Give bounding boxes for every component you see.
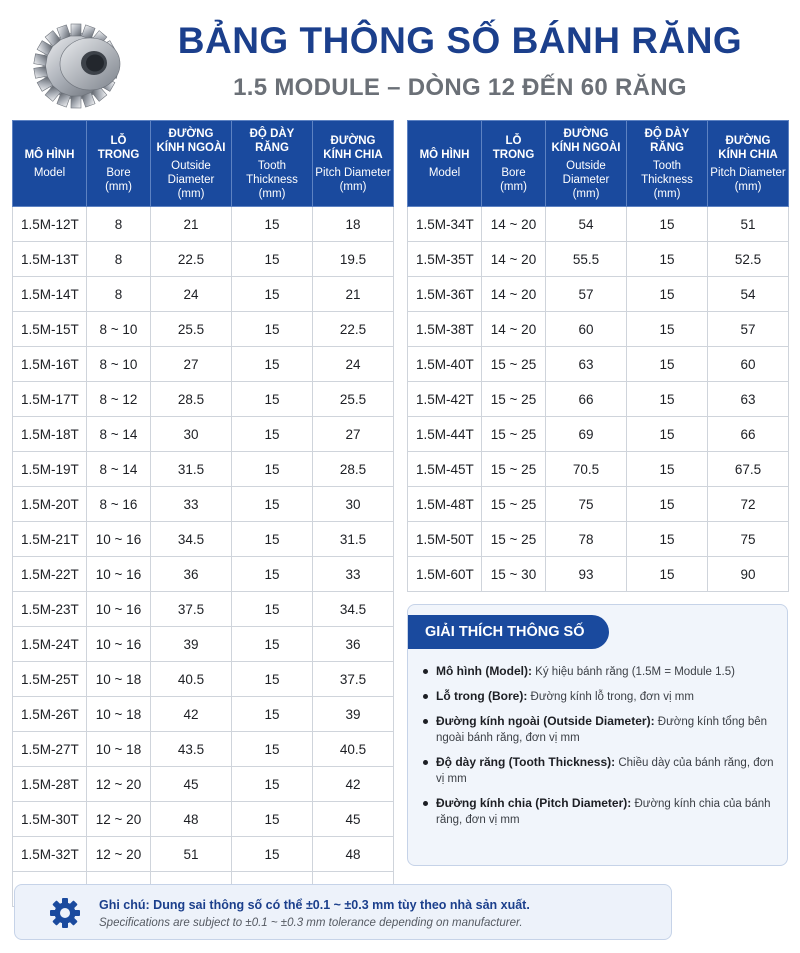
cell-model: 1.5M-32T bbox=[13, 837, 87, 872]
cell-bore: 14 ~ 20 bbox=[482, 312, 546, 347]
cell-bore: 15 ~ 25 bbox=[482, 522, 546, 557]
cell-pitch-diameter: 30 bbox=[313, 487, 394, 522]
cell-model: 1.5M-40T bbox=[408, 347, 482, 382]
cell-outside-diameter: 69 bbox=[546, 417, 627, 452]
cell-bore: 15 ~ 25 bbox=[482, 417, 546, 452]
cell-tooth-thickness: 15 bbox=[627, 487, 708, 522]
table-header-row bbox=[408, 121, 789, 207]
explanation-title: GIẢI THÍCH THÔNG SỐ bbox=[408, 615, 609, 649]
cell-pitch-diameter: 90 bbox=[708, 557, 789, 592]
cell-model: 1.5M-28T bbox=[13, 767, 87, 802]
cell-tooth-thickness: 15 bbox=[232, 417, 313, 452]
cell-outside-diameter: 70.5 bbox=[546, 452, 627, 487]
cell-tooth-thickness: 15 bbox=[627, 417, 708, 452]
cell-bore: 15 ~ 25 bbox=[482, 347, 546, 382]
cell-tooth-thickness: 15 bbox=[232, 242, 313, 277]
cell-pitch-diameter: 67.5 bbox=[708, 452, 789, 487]
cell-tooth-thickness: 15 bbox=[232, 487, 313, 522]
cell-outside-diameter: 75 bbox=[546, 487, 627, 522]
cell-pitch-diameter: 22.5 bbox=[313, 312, 394, 347]
cell-bore: 12 ~ 20 bbox=[87, 802, 151, 837]
cell-bore: 14 ~ 20 bbox=[482, 277, 546, 312]
cell-model: 1.5M-45T bbox=[408, 452, 482, 487]
cell-model: 1.5M-48T bbox=[408, 487, 482, 522]
cell-outside-diameter: 42 bbox=[151, 697, 232, 732]
cell-outside-diameter: 93 bbox=[546, 557, 627, 592]
table-row bbox=[13, 382, 394, 417]
cell-tooth-thickness: 15 bbox=[627, 557, 708, 592]
cell-pitch-diameter: 66 bbox=[708, 417, 789, 452]
cell-outside-diameter: 48 bbox=[151, 802, 232, 837]
explanation-list bbox=[422, 655, 777, 828]
table-row bbox=[408, 347, 789, 382]
cell-tooth-thickness: 15 bbox=[232, 207, 313, 242]
explanation-term: Mô hình (Model): bbox=[436, 664, 532, 678]
note-text-vi: Ghi chú: Dung sai thông số có thể ±0.1 ~ ±0.3 mm tùy theo nhà sản xuất. bbox=[99, 898, 530, 912]
cell-bore: 10 ~ 16 bbox=[87, 592, 151, 627]
cell-outside-diameter: 34.5 bbox=[151, 522, 232, 557]
header-bore: LỖ TRONG Bore (mm) bbox=[87, 121, 151, 207]
page-subtitle: 1.5 MODULE – DÒNG 12 ĐẾN 60 RĂNG bbox=[233, 74, 687, 101]
table-header-row bbox=[13, 121, 394, 207]
header-tooth-thickness: ĐỘ DÀY RĂNG Tooth Thickness (mm) bbox=[232, 121, 313, 207]
cell-pitch-diameter: 34.5 bbox=[313, 592, 394, 627]
cell-bore: 8 ~ 16 bbox=[87, 487, 151, 522]
cell-outside-diameter: 51 bbox=[151, 837, 232, 872]
cell-bore: 8 bbox=[87, 277, 151, 312]
cell-outside-diameter: 78 bbox=[546, 522, 627, 557]
header-model: MÔ HÌNH Model bbox=[13, 121, 87, 207]
table-row bbox=[408, 522, 789, 557]
cell-tooth-thickness: 15 bbox=[232, 802, 313, 837]
cell-outside-diameter: 25.5 bbox=[151, 312, 232, 347]
table-row bbox=[408, 382, 789, 417]
gear-icon bbox=[49, 897, 81, 929]
explanation-item bbox=[422, 688, 777, 705]
header-pitch-diameter: ĐƯỜNG KÍNH CHIA Pitch Diameter (mm) bbox=[708, 121, 789, 207]
explanation-desc: Đường kính tổng bên ngoài bánh răng, đơn vị mm bbox=[436, 716, 768, 744]
cell-outside-diameter: 27 bbox=[151, 347, 232, 382]
cell-pitch-diameter: 21 bbox=[313, 277, 394, 312]
cell-bore: 10 ~ 18 bbox=[87, 697, 151, 732]
table-row bbox=[13, 417, 394, 452]
cell-model: 1.5M-30T bbox=[13, 802, 87, 837]
cell-model: 1.5M-16T bbox=[13, 347, 87, 382]
explanation-desc: Ký hiệu bánh răng (1.5M = Module 1.5) bbox=[531, 666, 735, 678]
table-row bbox=[408, 487, 789, 522]
cell-model: 1.5M-26T bbox=[13, 697, 87, 732]
table-row bbox=[13, 487, 394, 522]
table-row bbox=[408, 207, 789, 242]
cell-bore: 8 bbox=[87, 242, 151, 277]
cell-tooth-thickness: 15 bbox=[232, 627, 313, 662]
cell-model: 1.5M-34T bbox=[408, 207, 482, 242]
cell-model: 1.5M-35T bbox=[408, 242, 482, 277]
header-bore: LỖ TRONG Bore (mm) bbox=[482, 121, 546, 207]
cell-tooth-thickness: 15 bbox=[627, 277, 708, 312]
cell-model: 1.5M-14T bbox=[13, 277, 87, 312]
cell-outside-diameter: 24 bbox=[151, 277, 232, 312]
cell-pitch-diameter: 48 bbox=[313, 837, 394, 872]
cell-bore: 15 ~ 25 bbox=[482, 382, 546, 417]
cell-pitch-diameter: 19.5 bbox=[313, 242, 394, 277]
cell-model: 1.5M-44T bbox=[408, 417, 482, 452]
explanation-desc: Đường kính lỗ trong, đơn vị mm bbox=[527, 691, 694, 703]
cell-outside-diameter: 36 bbox=[151, 557, 232, 592]
header-pitch-diameter: ĐƯỜNG KÍNH CHIA Pitch Diameter (mm) bbox=[313, 121, 394, 207]
cell-outside-diameter: 40.5 bbox=[151, 662, 232, 697]
cell-model: 1.5M-24T bbox=[13, 627, 87, 662]
cell-outside-diameter: 28.5 bbox=[151, 382, 232, 417]
cell-tooth-thickness: 15 bbox=[627, 312, 708, 347]
cell-model: 1.5M-15T bbox=[13, 312, 87, 347]
cell-tooth-thickness: 15 bbox=[232, 347, 313, 382]
cell-tooth-thickness: 15 bbox=[232, 312, 313, 347]
table-row bbox=[13, 767, 394, 802]
explanation-panel bbox=[407, 604, 788, 866]
header-outside-diameter: ĐƯỜNG KÍNH NGOÀI Outside Diameter (mm) bbox=[546, 121, 627, 207]
note-text-en: Specifications are subject to ±0.1 ~ ±0.3 mm tolerance depending on manufacturer. bbox=[99, 917, 523, 929]
cell-outside-diameter: 30 bbox=[151, 417, 232, 452]
table-row bbox=[13, 627, 394, 662]
cell-model: 1.5M-22T bbox=[13, 557, 87, 592]
cell-bore: 8 ~ 14 bbox=[87, 452, 151, 487]
cell-outside-diameter: 63 bbox=[546, 347, 627, 382]
spec-table-left bbox=[12, 120, 394, 907]
cell-bore: 15 ~ 25 bbox=[482, 487, 546, 522]
cell-outside-diameter: 31.5 bbox=[151, 452, 232, 487]
table-row bbox=[408, 417, 789, 452]
cell-tooth-thickness: 15 bbox=[627, 242, 708, 277]
table-row bbox=[408, 452, 789, 487]
cell-outside-diameter: 57 bbox=[546, 277, 627, 312]
cell-pitch-diameter: 57 bbox=[708, 312, 789, 347]
cell-pitch-diameter: 28.5 bbox=[313, 452, 394, 487]
cell-pitch-diameter: 52.5 bbox=[708, 242, 789, 277]
cell-outside-diameter: 33 bbox=[151, 487, 232, 522]
cell-tooth-thickness: 15 bbox=[232, 452, 313, 487]
explanation-term: Đường kính chia (Pitch Diameter): bbox=[436, 796, 632, 810]
cell-model: 1.5M-17T bbox=[13, 382, 87, 417]
cell-tooth-thickness: 15 bbox=[232, 662, 313, 697]
explanation-desc: Chiều dày của bánh răng, đơn vị mm bbox=[436, 757, 774, 785]
cell-bore: 10 ~ 16 bbox=[87, 627, 151, 662]
cell-pitch-diameter: 33 bbox=[313, 557, 394, 592]
table-row bbox=[13, 522, 394, 557]
cell-pitch-diameter: 75 bbox=[708, 522, 789, 557]
table-row bbox=[13, 802, 394, 837]
cell-model: 1.5M-20T bbox=[13, 487, 87, 522]
table-row bbox=[13, 557, 394, 592]
table-row bbox=[13, 452, 394, 487]
explanation-term: Đường kính ngoài (Outside Diameter): bbox=[436, 714, 655, 728]
cell-tooth-thickness: 15 bbox=[627, 207, 708, 242]
table-row bbox=[13, 837, 394, 872]
explanation-term: Độ dày răng (Tooth Thickness): bbox=[436, 755, 616, 769]
cell-bore: 10 ~ 16 bbox=[87, 522, 151, 557]
cell-bore: 8 ~ 14 bbox=[87, 417, 151, 452]
table-row bbox=[408, 312, 789, 347]
table-row bbox=[408, 242, 789, 277]
cell-tooth-thickness: 15 bbox=[627, 452, 708, 487]
cell-tooth-thickness: 15 bbox=[232, 382, 313, 417]
cell-bore: 14 ~ 20 bbox=[482, 207, 546, 242]
cell-pitch-diameter: 60 bbox=[708, 347, 789, 382]
cell-tooth-thickness: 15 bbox=[232, 277, 313, 312]
cell-outside-diameter: 21 bbox=[151, 207, 232, 242]
cell-model: 1.5M-21T bbox=[13, 522, 87, 557]
cell-bore: 10 ~ 16 bbox=[87, 557, 151, 592]
cell-tooth-thickness: 15 bbox=[627, 522, 708, 557]
cell-outside-diameter: 54 bbox=[546, 207, 627, 242]
cell-tooth-thickness: 15 bbox=[232, 522, 313, 557]
cell-bore: 8 bbox=[87, 207, 151, 242]
cell-model: 1.5M-23T bbox=[13, 592, 87, 627]
cell-tooth-thickness: 15 bbox=[232, 697, 313, 732]
table-row bbox=[13, 697, 394, 732]
cell-pitch-diameter: 24 bbox=[313, 347, 394, 382]
header-tooth-thickness: ĐỘ DÀY RĂNG Tooth Thickness (mm) bbox=[627, 121, 708, 207]
cell-outside-diameter: 22.5 bbox=[151, 242, 232, 277]
spur-gear-image bbox=[30, 14, 134, 110]
cell-bore: 15 ~ 30 bbox=[482, 557, 546, 592]
explanation-item bbox=[422, 663, 777, 680]
cell-model: 1.5M-50T bbox=[408, 522, 482, 557]
cell-pitch-diameter: 27 bbox=[313, 417, 394, 452]
cell-model: 1.5M-13T bbox=[13, 242, 87, 277]
cell-model: 1.5M-18T bbox=[13, 417, 87, 452]
explanation-item bbox=[422, 713, 777, 746]
cell-model: 1.5M-60T bbox=[408, 557, 482, 592]
cell-pitch-diameter: 51 bbox=[708, 207, 789, 242]
cell-outside-diameter: 66 bbox=[546, 382, 627, 417]
cell-pitch-diameter: 31.5 bbox=[313, 522, 394, 557]
cell-model: 1.5M-25T bbox=[13, 662, 87, 697]
explanation-term: Lỗ trong (Bore): bbox=[436, 689, 528, 703]
cell-outside-diameter: 45 bbox=[151, 767, 232, 802]
cell-tooth-thickness: 15 bbox=[232, 557, 313, 592]
cell-pitch-diameter: 42 bbox=[313, 767, 394, 802]
tolerance-note bbox=[14, 884, 672, 940]
cell-pitch-diameter: 18 bbox=[313, 207, 394, 242]
cell-outside-diameter: 55.5 bbox=[546, 242, 627, 277]
cell-pitch-diameter: 63 bbox=[708, 382, 789, 417]
cell-model: 1.5M-42T bbox=[408, 382, 482, 417]
table-row bbox=[408, 557, 789, 592]
header-outside-diameter: ĐƯỜNG KÍNH NGOÀI Outside Diameter (mm) bbox=[151, 121, 232, 207]
cell-model: 1.5M-12T bbox=[13, 207, 87, 242]
table-row bbox=[13, 277, 394, 312]
cell-bore: 15 ~ 25 bbox=[482, 452, 546, 487]
explanation-item bbox=[422, 795, 777, 828]
spec-table-right bbox=[407, 120, 789, 592]
cell-tooth-thickness: 15 bbox=[627, 382, 708, 417]
cell-pitch-diameter: 25.5 bbox=[313, 382, 394, 417]
cell-tooth-thickness: 15 bbox=[627, 347, 708, 382]
cell-model: 1.5M-38T bbox=[408, 312, 482, 347]
cell-bore: 10 ~ 18 bbox=[87, 662, 151, 697]
cell-bore: 8 ~ 12 bbox=[87, 382, 151, 417]
cell-bore: 12 ~ 20 bbox=[87, 767, 151, 802]
table-row bbox=[13, 207, 394, 242]
explanation-item bbox=[422, 754, 777, 787]
cell-bore: 8 ~ 10 bbox=[87, 347, 151, 382]
cell-pitch-diameter: 54 bbox=[708, 277, 789, 312]
cell-tooth-thickness: 15 bbox=[232, 767, 313, 802]
cell-pitch-diameter: 36 bbox=[313, 627, 394, 662]
cell-outside-diameter: 60 bbox=[546, 312, 627, 347]
cell-outside-diameter: 43.5 bbox=[151, 732, 232, 767]
table-row bbox=[13, 592, 394, 627]
table-row bbox=[13, 347, 394, 382]
cell-model: 1.5M-19T bbox=[13, 452, 87, 487]
cell-tooth-thickness: 15 bbox=[232, 732, 313, 767]
cell-bore: 10 ~ 18 bbox=[87, 732, 151, 767]
explanation-desc: Đường kính chia của bánh răng, đơn vị mm bbox=[436, 798, 771, 826]
table-row bbox=[13, 732, 394, 767]
cell-outside-diameter: 37.5 bbox=[151, 592, 232, 627]
cell-pitch-diameter: 72 bbox=[708, 487, 789, 522]
cell-pitch-diameter: 40.5 bbox=[313, 732, 394, 767]
table-row bbox=[13, 662, 394, 697]
cell-model: 1.5M-36T bbox=[408, 277, 482, 312]
cell-pitch-diameter: 37.5 bbox=[313, 662, 394, 697]
cell-pitch-diameter: 39 bbox=[313, 697, 394, 732]
cell-bore: 14 ~ 20 bbox=[482, 242, 546, 277]
cell-tooth-thickness: 15 bbox=[232, 592, 313, 627]
cell-tooth-thickness: 15 bbox=[232, 837, 313, 872]
table-row bbox=[13, 312, 394, 347]
cell-outside-diameter: 39 bbox=[151, 627, 232, 662]
header-model: MÔ HÌNH Model bbox=[408, 121, 482, 207]
cell-bore: 8 ~ 10 bbox=[87, 312, 151, 347]
table-row bbox=[13, 242, 394, 277]
cell-pitch-diameter: 45 bbox=[313, 802, 394, 837]
cell-bore: 12 ~ 20 bbox=[87, 837, 151, 872]
page-title: BẢNG THÔNG SỐ BÁNH RĂNG bbox=[177, 20, 743, 61]
table-row bbox=[408, 277, 789, 312]
cell-model: 1.5M-27T bbox=[13, 732, 87, 767]
